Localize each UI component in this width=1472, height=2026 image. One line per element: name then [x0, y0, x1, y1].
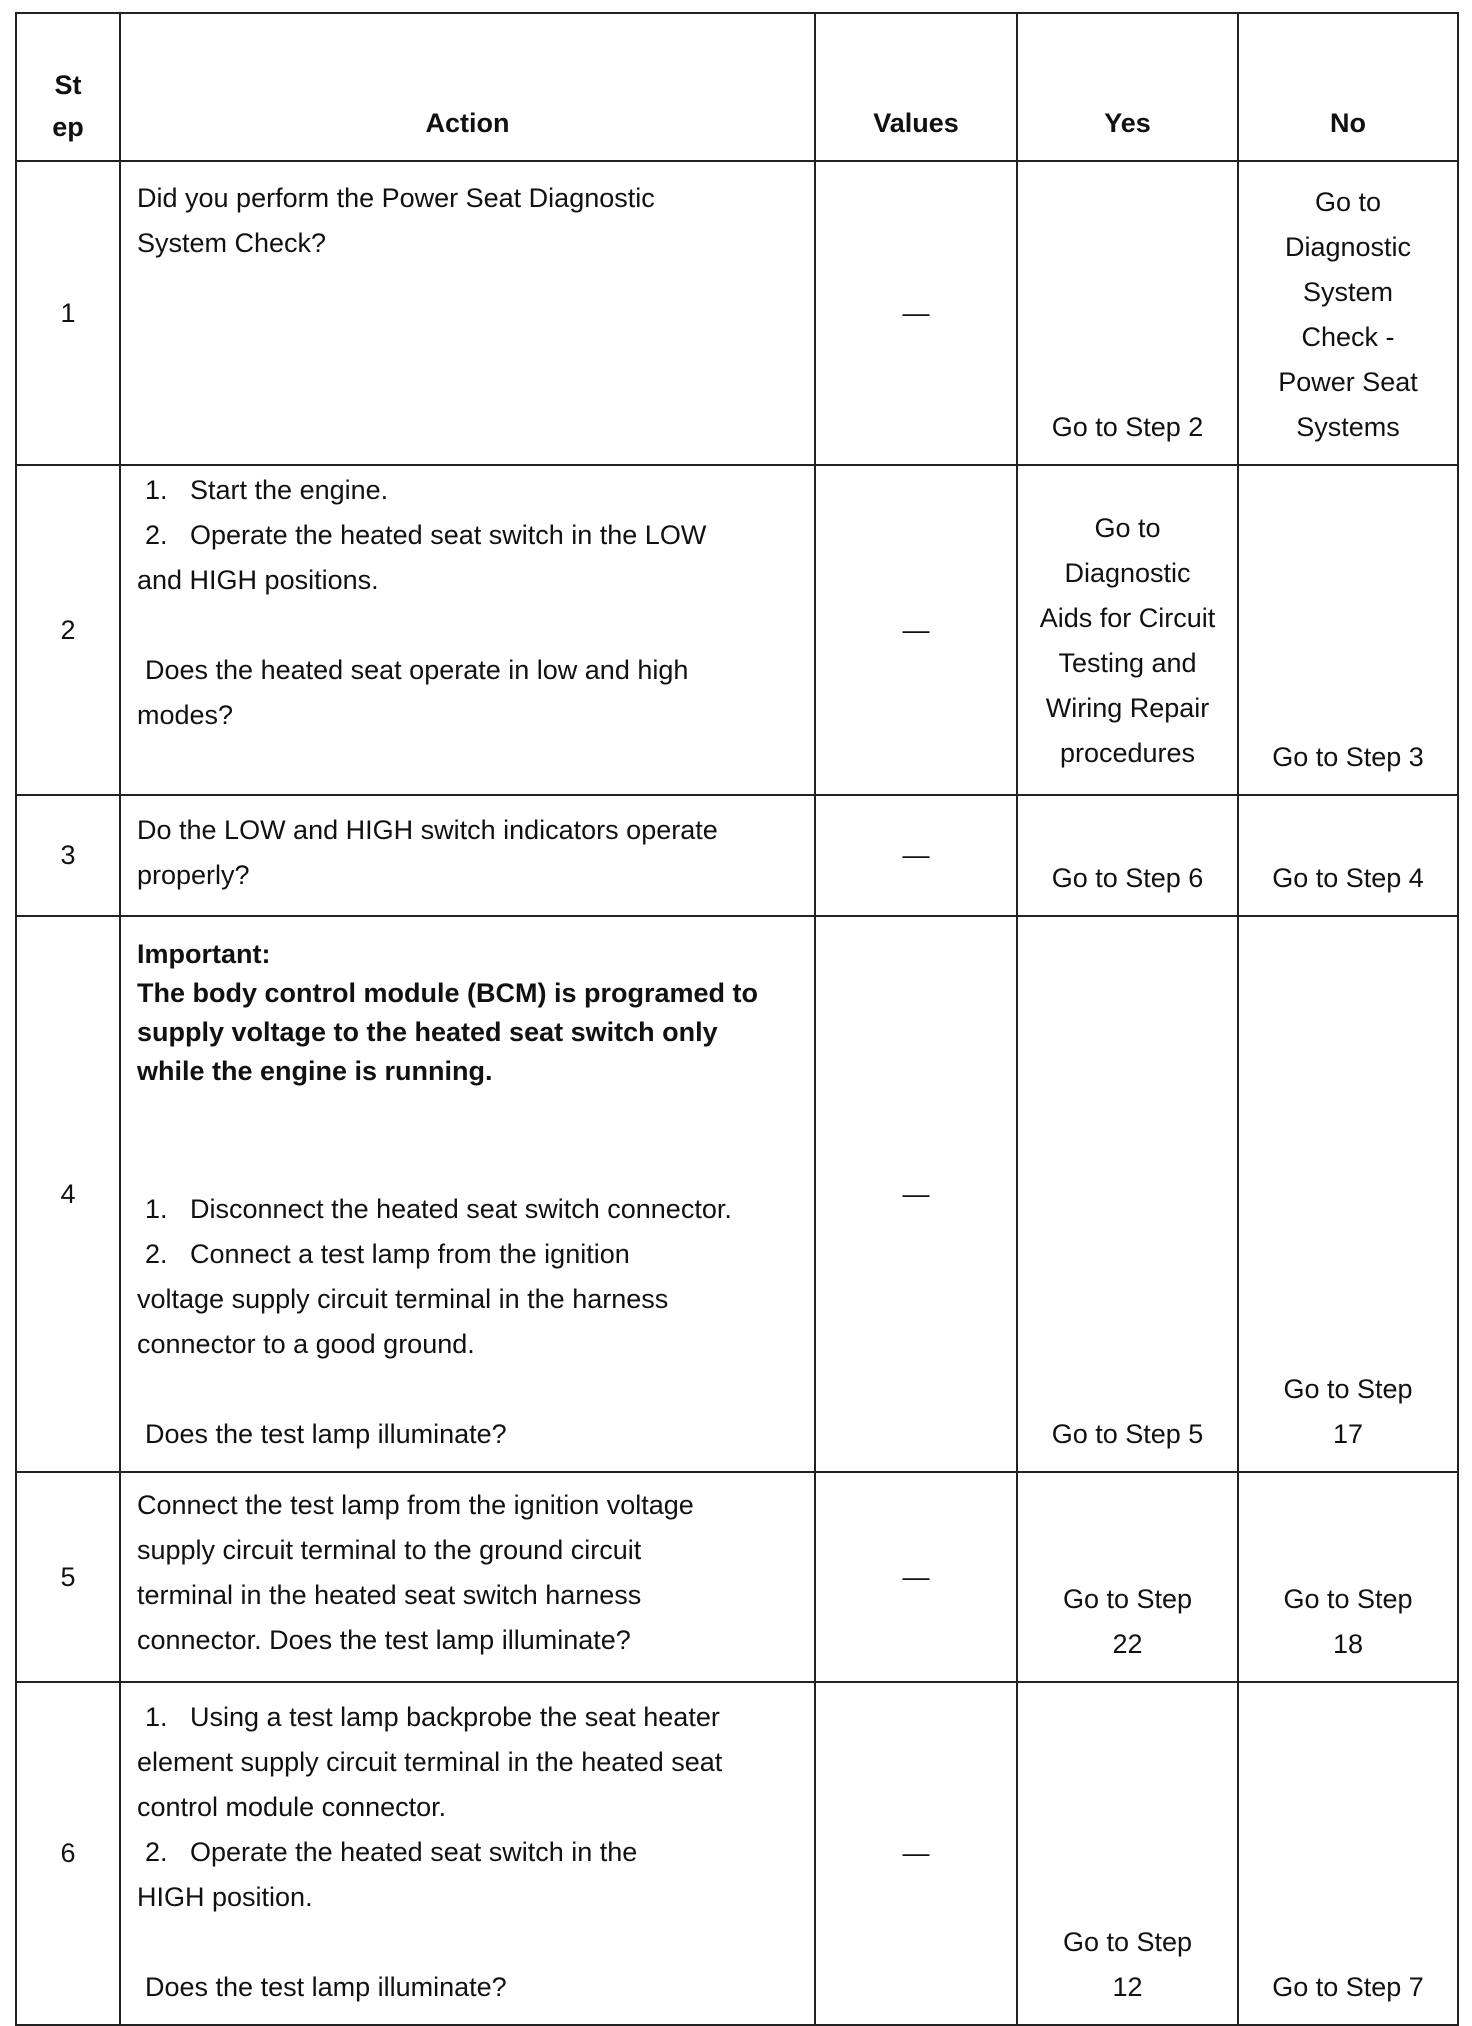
yes-cell: Go to Step 5	[1017, 916, 1238, 1472]
values-cell: —	[815, 1682, 1017, 2025]
values-cell: —	[815, 161, 1017, 465]
values-cell: —	[815, 1472, 1017, 1682]
step-number: 6	[16, 1682, 120, 2025]
step-number: 5	[16, 1472, 120, 1682]
values-cell: —	[815, 795, 1017, 916]
step-number: 4	[16, 916, 120, 1472]
header-no: No	[1238, 13, 1458, 161]
header-row	[16, 13, 1458, 161]
action-cell: Connect the test lamp from the ignition voltage supply circuit terminal to the ground circuit terminal in the heated seat switch harness connector. Does the test lamp illuminate?	[120, 1472, 815, 1682]
header-yes: Yes	[1017, 13, 1238, 161]
no-cell: Go to Diagnostic System Check - Power Seat Systems	[1238, 161, 1458, 465]
header-values: Values	[815, 13, 1017, 161]
step-number: 3	[16, 795, 120, 916]
action-cell: 1. Using a test lamp backprobe the seat heater element supply circuit terminal in the heated seat control module connector. 2. Operate the heated seat switch in the HIGH position. Does the test lamp illuminate?	[120, 1682, 815, 2025]
yes-cell: Go to Step 6	[1017, 795, 1238, 916]
no-cell: Go to Step 17	[1238, 916, 1458, 1472]
values-cell: —	[815, 465, 1017, 795]
step-number: 1	[16, 161, 120, 465]
action-cell: Did you perform the Power Seat Diagnostic System Check?	[120, 161, 815, 465]
table-row	[16, 1682, 1458, 2025]
no-cell: Go to Step 4	[1238, 795, 1458, 916]
action-cell: 1. Start the engine. 2. Operate the heated seat switch in the LOW and HIGH positions. Does the heated seat operate in low and high modes?	[120, 465, 815, 795]
table-row	[16, 1472, 1458, 1682]
table-row	[16, 465, 1458, 795]
yes-cell: Go to Step 22	[1017, 1472, 1238, 1682]
table-row	[16, 916, 1458, 1472]
step-number: 2	[16, 465, 120, 795]
action-cell: Important: The body control module (BCM) is programed to supply voltage to the heated seat switch only while the engine is running. 1. Disconnect the heated seat switch connector. 2. Connect a test lamp from the ignition voltage supply circuit terminal in the harness connector to a good ground. Does the test lamp illuminate?	[120, 916, 815, 1472]
no-cell: Go to Step 18	[1238, 1472, 1458, 1682]
action-cell: Do the LOW and HIGH switch indicators operate properly?	[120, 795, 815, 916]
table-row	[16, 795, 1458, 916]
diagnostic-table	[15, 12, 1459, 2026]
no-cell: Go to Step 7	[1238, 1682, 1458, 2025]
yes-cell: Go to Diagnostic Aids for Circuit Testing and Wiring Repair procedures	[1017, 465, 1238, 795]
yes-cell: Go to Step 12	[1017, 1682, 1238, 2025]
header-step: St ep	[16, 13, 120, 161]
header-action: Action	[120, 13, 815, 161]
no-cell: Go to Step 3	[1238, 465, 1458, 795]
yes-cell: Go to Step 2	[1017, 161, 1238, 465]
values-cell: —	[815, 916, 1017, 1472]
important-label: Important:	[137, 939, 271, 969]
table-row	[16, 161, 1458, 465]
